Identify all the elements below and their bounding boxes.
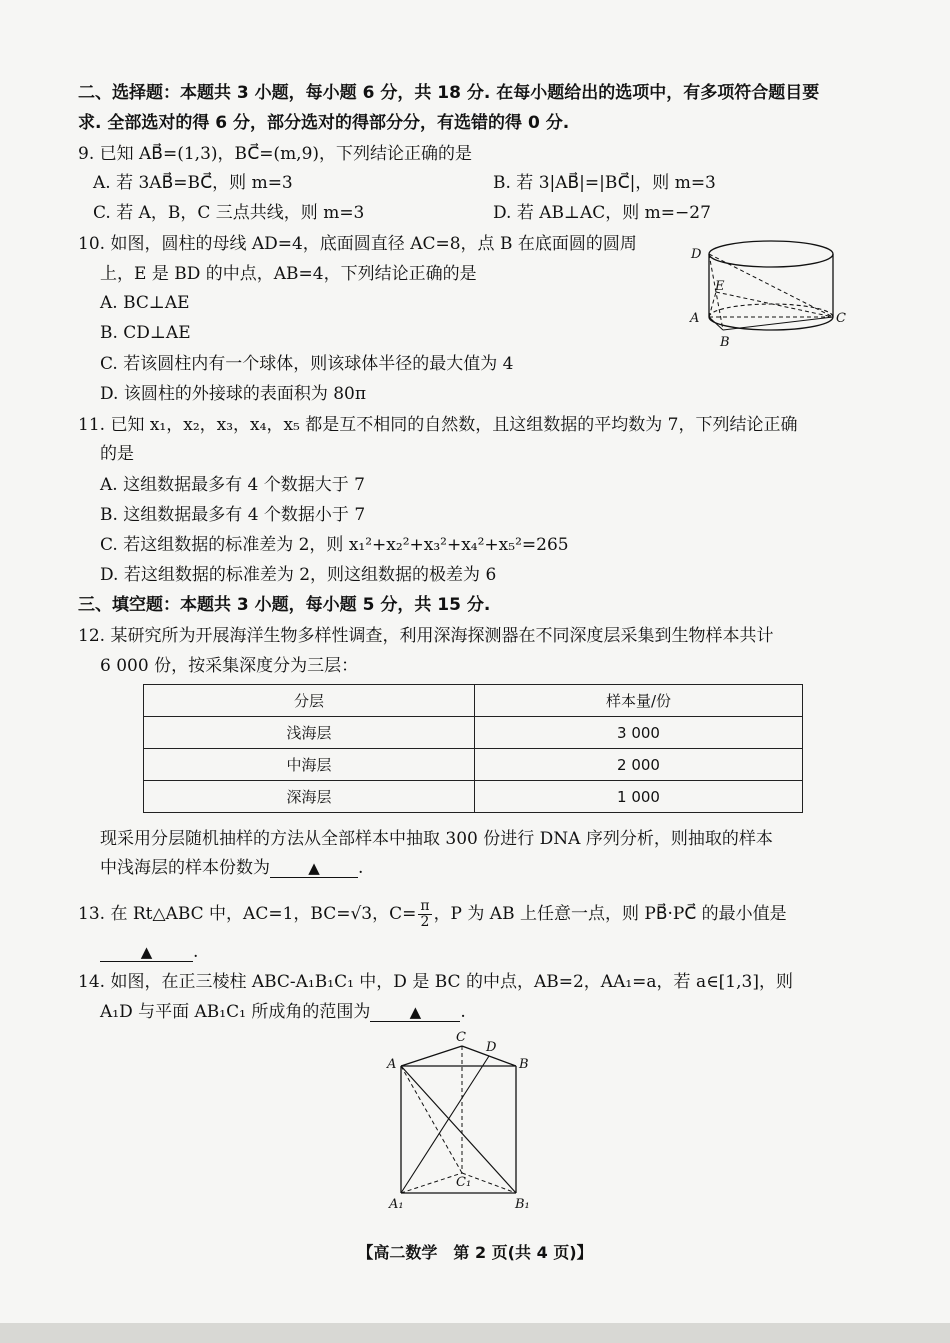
q14-label-d: D: [486, 1040, 497, 1055]
q11-option-a: A. 这组数据最多有 4 个数据大于 7: [100, 475, 365, 495]
q12-after-text: 中浅海层的样本份数为: [100, 858, 270, 878]
q13-period: .: [193, 942, 199, 962]
q10-stem-line2: 上，E 是 BD 的中点，AB=4，下列结论正确的是: [100, 264, 477, 284]
q9-option-a: A. 若 3AB⃗=BC⃗，则 m=3: [93, 173, 293, 193]
q11-stem-line2: 的是: [100, 444, 134, 464]
q14-period: .: [460, 1002, 466, 1022]
q12-after-line2: [100, 857, 363, 879]
q13-answer-line: [100, 941, 198, 963]
q14-label-a1: A₁: [389, 1197, 404, 1212]
section2-heading-line2: 求. 全部选对的得 6 分，部分选对的得部分分，有选错的得 0 分.: [78, 113, 570, 133]
q11-stem-line1: 11. 已知 x₁，x₂，x₃，x₄，x₅ 都是互不相同的自然数，且这组数据的平均数为 7，下列结论正确: [78, 415, 798, 435]
q14-label-a: A: [387, 1057, 397, 1072]
q14-stem-text: A₁D 与平面 AB₁C₁ 所成角的范围为: [100, 1002, 371, 1022]
answer-blank[interactable]: ▲: [270, 859, 358, 878]
section3-heading: 三、填空题：本题共 3 小题，每小题 5 分，共 15 分.: [78, 595, 491, 615]
q13-stem-pre: 13. 在 Rt△ABC 中，AC=1，BC=√3，C=: [78, 904, 417, 924]
q14-label-c1: C₁: [456, 1175, 472, 1190]
q10-cylinder-figure: [685, 234, 855, 352]
q13-stem-post: ，P 为 AB 上任意一点，则 PB⃗·PC⃗ 的最小值是: [433, 904, 787, 924]
q9-option-b: B. 若 3|AB⃗|=|BC⃗|，则 m=3: [493, 173, 716, 193]
table-cell: 深海层: [144, 781, 475, 813]
page-footer: 【高二数学 第 2 页(共 4 页)】: [357, 1243, 593, 1262]
q9-option-c: C. 若 A，B，C 三点共线，则 m=3: [93, 203, 365, 223]
section2-heading-line1: 二、选择题：本题共 3 小题，每小题 6 分，共 18 分. 在每小题给出的选项中，有多项符合题目要: [78, 83, 820, 103]
table-header-cell: 样本量/份: [475, 685, 803, 717]
answer-blank[interactable]: ▲: [100, 943, 193, 962]
q12-after-period: .: [358, 858, 364, 878]
q9-stem: 9. 已知 AB⃗=(1,3)，BC⃗=(m,9)，下列结论正确的是: [78, 144, 473, 164]
table-cell: 3 000: [475, 717, 803, 749]
q10-label-e: E: [715, 279, 725, 294]
table-row: [144, 781, 803, 813]
table-row: [144, 717, 803, 749]
q10-label-b: B: [720, 335, 730, 350]
q11-option-d: D. 若这组数据的标准差为 2，则这组数据的极差为 6: [100, 565, 497, 585]
table-cell: 2 000: [475, 749, 803, 781]
q10-label-c: C: [836, 311, 846, 326]
q13-fraction: [418, 899, 431, 930]
q10-option-b: B. CD⊥AE: [100, 323, 191, 343]
q13-stem: [78, 899, 787, 930]
q10-option-d: D. 该圆柱的外接球的表面积为 80π: [100, 384, 367, 404]
q13-fraction-denominator: 2: [420, 914, 430, 930]
q12-after-line1: 现采用分层随机抽样的方法从全部样本中抽取 300 份进行 DNA 序列分析，则抽取的样本: [100, 829, 773, 849]
q14-prism-figure: [382, 1026, 542, 1212]
q14-stem-line2: [100, 1001, 466, 1023]
q10-option-a: A. BC⊥AE: [100, 293, 190, 313]
q10-option-c: C. 若该圆柱内有一个球体，则该球体半径的最大值为 4: [100, 354, 514, 374]
answer-blank[interactable]: ▲: [370, 1003, 460, 1022]
table-header-row: [144, 685, 803, 717]
scan-edge-shadow: [0, 1323, 950, 1343]
q14-label-b: B: [519, 1057, 529, 1072]
table-cell: 浅海层: [144, 717, 475, 749]
q10-label-d: D: [691, 247, 702, 262]
table-row: [144, 749, 803, 781]
table-cell: 中海层: [144, 749, 475, 781]
q9-option-d: D. 若 AB⊥AC，则 m=−27: [493, 203, 711, 223]
q12-stem-line1: 12. 某研究所为开展海洋生物多样性调查，利用深海探测器在不同深度层采集到生物样本共计: [78, 626, 774, 646]
q11-option-c: C. 若这组数据的标准差为 2，则 x₁²+x₂²+x₃²+x₄²+x₅²=265: [100, 535, 569, 555]
table-cell: 1 000: [475, 781, 803, 813]
q14-label-c: C: [456, 1030, 466, 1045]
table-header-cell: 分层: [144, 685, 475, 717]
q12-sample-table: [143, 684, 803, 813]
q14-stem-line1: 14. 如图，在正三棱柱 ABC-A₁B₁C₁ 中，D 是 BC 的中点，AB=2，AA₁=a，若 a∈[1,3]，则: [78, 972, 793, 992]
q10-label-a: A: [690, 311, 700, 326]
q14-label-b1: B₁: [515, 1197, 530, 1212]
q11-option-b: B. 这组数据最多有 4 个数据小于 7: [100, 505, 366, 525]
q13-fraction-numerator: π: [420, 898, 430, 914]
q10-stem-line1: 10. 如图，圆柱的母线 AD=4，底面圆直径 AC=8，点 B 在底面圆的圆周: [78, 234, 637, 254]
q12-stem-line2: 6 000 份，按采集深度分为三层：: [100, 656, 359, 676]
